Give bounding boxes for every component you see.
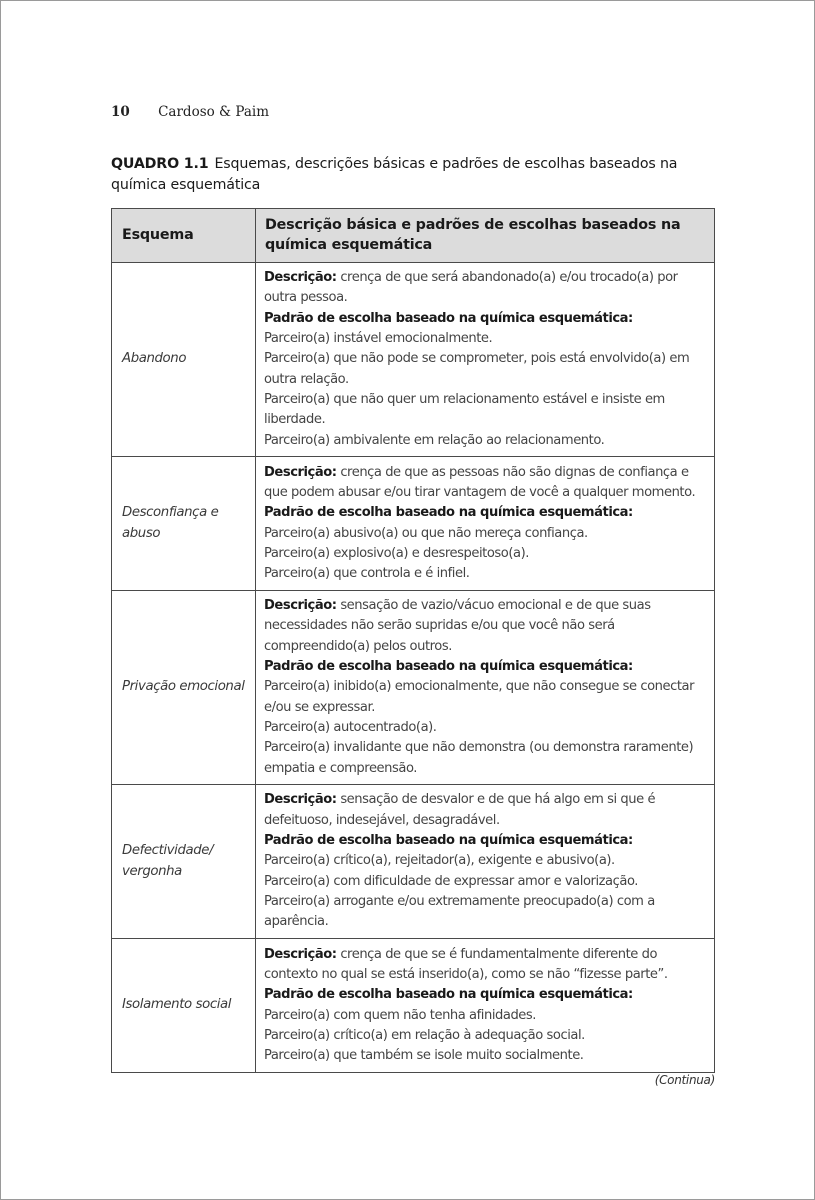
description-text: crença de que será abandonado(a) e/ou trocado(a) por outra pessoa. <box>264 270 678 306</box>
table-row <box>112 939 715 1073</box>
description-label: Descrição: <box>264 792 337 808</box>
column-header-description: Descrição básica e padrões de escolhas baseados na química esquemática <box>256 209 715 263</box>
description-line <box>264 463 708 504</box>
table-caption-label: QUADRO 1.1 <box>111 156 209 172</box>
schema-name-cell: Abandono <box>112 263 256 457</box>
schema-name-cell: Privação emocional <box>112 591 256 785</box>
schema-name-cell: Isolamento social <box>112 939 256 1073</box>
table-caption-text: Esquemas, descrições básicas e padrões de escolhas baseados na química esquemática <box>111 156 678 193</box>
description-line <box>264 945 708 986</box>
schema-description-cell <box>256 785 715 939</box>
description-text: sensação de vazio/vácuo emocional e de que suas necessidades não serão supridas e/ou que você não será compreendido(a) pelos outros. <box>264 598 651 654</box>
page-number: 10 <box>111 104 130 120</box>
schema-name-cell: Desconfiança e abuso <box>112 457 256 591</box>
partner-pattern-item: Parceiro(a) ambivalente em relação ao relacionamento. <box>264 432 605 448</box>
table-row <box>112 591 715 785</box>
running-head <box>111 104 269 120</box>
pattern-label: Padrão de escolha baseado na química esquemática: <box>264 310 633 326</box>
partner-pattern-item: Parceiro(a) explosivo(a) e desrespeitoso(a). <box>264 545 529 561</box>
schema-table <box>111 208 715 1073</box>
partner-pattern-item: Parceiro(a) invalidante que não demonstra (ou demonstra raramente) empatia e compreensão. <box>264 740 694 776</box>
schema-description-cell <box>256 457 715 591</box>
description-label: Descrição: <box>264 946 337 962</box>
partner-pattern-item: Parceiro(a) com dificuldade de expressar amor e valorização. <box>264 873 638 889</box>
pattern-label: Padrão de escolha baseado na química esquemática: <box>264 833 633 849</box>
table-row <box>112 263 715 457</box>
description-text: sensação de desvalor e de que há algo em si que é defeituoso, indesejável, desagradável. <box>264 792 656 828</box>
schema-description-cell <box>256 939 715 1073</box>
description-text: crença de que se é fundamentalmente diferente do contexto no qual se está inserido(a), como se não “fizesse parte”. <box>264 946 668 982</box>
partner-pattern-item: Parceiro(a) crítico(a) em relação à adequação social. <box>264 1027 585 1043</box>
partner-pattern-item: Parceiro(a) que não pode se comprometer, pois está envolvido(a) em outra relação. <box>264 351 690 387</box>
pattern-label: Padrão de escolha baseado na química esquemática: <box>264 659 633 675</box>
partner-pattern-item: Parceiro(a) que também se isole muito socialmente. <box>264 1048 584 1064</box>
pattern-label: Padrão de escolha baseado na química esquemática: <box>264 987 633 1003</box>
running-head-authors: Cardoso & Paim <box>158 104 269 120</box>
table-row <box>112 457 715 591</box>
description-line <box>264 268 708 309</box>
partner-pattern-item: Parceiro(a) autocentrado(a). <box>264 719 437 735</box>
partner-pattern-item: Parceiro(a) que não quer um relacionamento estável e insiste em liberdade. <box>264 391 665 428</box>
partner-pattern-item: Parceiro(a) crítico(a), rejeitador(a), exigente e abusivo(a). <box>264 853 615 869</box>
column-header-schema: Esquema <box>112 209 256 263</box>
partner-pattern-item: Parceiro(a) inibido(a) emocionalmente, que não consegue se conectar e/ou se expressar. <box>264 679 695 715</box>
schema-name-cell: Defectividade/ vergonha <box>112 785 256 939</box>
partner-pattern-item: Parceiro(a) arrogante e/ou extremamente preocupado(a) com a aparência. <box>264 893 655 930</box>
description-label: Descrição: <box>264 464 337 480</box>
table-row <box>112 785 715 939</box>
partner-pattern-item: Parceiro(a) instável emocionalmente. <box>264 331 493 347</box>
continuation-note: (Continua) <box>654 1073 715 1087</box>
table-header-row <box>112 209 715 263</box>
partner-pattern-item: Parceiro(a) com quem não tenha afinidades. <box>264 1007 537 1023</box>
description-line <box>264 596 708 657</box>
description-line <box>264 790 708 831</box>
partner-pattern-item: Parceiro(a) que controla e é infiel. <box>264 566 470 582</box>
partner-pattern-item: Parceiro(a) abusivo(a) ou que não mereça confiança. <box>264 525 588 541</box>
table-body <box>112 263 715 1073</box>
description-label: Descrição: <box>264 270 337 286</box>
pattern-label: Padrão de escolha baseado na química esquemática: <box>264 505 633 521</box>
description-label: Descrição: <box>264 598 337 614</box>
table-caption <box>111 154 715 196</box>
schema-description-cell <box>256 591 715 785</box>
schema-description-cell <box>256 263 715 457</box>
description-text: crença de que as pessoas não são dignas de confiança e que podem abusar e/ou tirar vantagem de você a qualquer momento. <box>264 464 696 500</box>
